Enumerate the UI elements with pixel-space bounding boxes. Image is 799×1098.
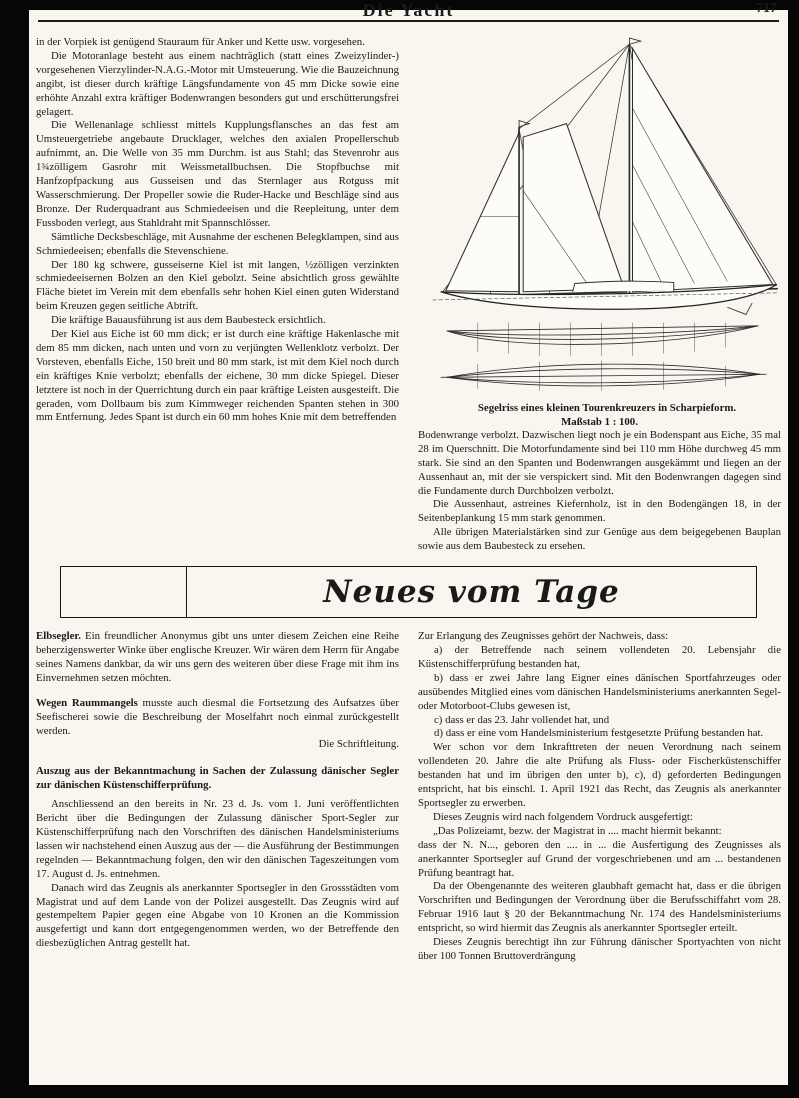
article-paragraph: Die Motoranlage besteht aus einem nachträglich (statt eines Zweizylinder-) vorgesehenen Vierzylinder-N.A.G.-Motor mit Umsteuerung. Wie die Bauzeichnung angibt, ist dieser durch kräftige Längsfundamente von 45 mm Dicke sowie eine erhöhte Anzahl extra kräftiger Bodenwrangen besonders gut und erschütterungsfrei gelagert.: [36, 49, 399, 118]
news-section: [36, 630, 781, 964]
article-paragraph: in der Vorpiek ist genügend Stauraum für Anker und Kette usw. vorgesehen.: [36, 36, 365, 48]
news-section-banner: [60, 566, 757, 618]
list-item: d) dass er eine vom Handelsministerium festgesetzte Prüfung bestanden hat.: [434, 727, 764, 740]
news-paragraph: Dieses Zeugnis berechtigt ihn zur Führung dänischer Sportyachten von nicht über 100 Tonnen Bruttoverdrängung: [418, 936, 781, 962]
article-paragraph: Alle übrigen Materialstärken sind zur Genüge aus dem beigegebenen Bauplan sowie aus dem Baubesteck zu ersehen.: [418, 526, 781, 553]
news-paragraph: Da der Obengenannte des weiteren glaubhaft gemacht hat, dass er die übrigen Vorschriften und Bedingungen der Verordnung über die Berufsschiffahrt vom 28. Februar 1916 laut § 20 der Bekanntmachung Nr. 174 des Handelsministeriums entspricht, so wird hiermit das Zeugnis als anerkannter Sportsegler erteilt.: [418, 880, 781, 935]
paragraph-lead: Wegen Raummangels: [36, 696, 143, 709]
figure-caption-line2: Maßstab 1 : 100.: [561, 415, 638, 428]
article-paragraph: Die Aussenhaut, astreines Kiefernholz, ist in den Bodengängen 18, in der Seitenbeplankung 15 mm stark genommen.: [418, 498, 781, 525]
news-paragraph: Zur Erlangung des Zeugnisses gehört der Nachweis, dass:: [418, 630, 669, 643]
article-right-text: [418, 429, 781, 554]
news-paragraph: Dieses Zeugnis wird nach folgendem Vordruck ausgefertigt:: [433, 810, 693, 823]
sailplan-figure: [418, 36, 781, 397]
article-paragraph: Der 180 kg schwere, gusseiserne Kiel ist mit langen, ½zölligen verzinkten schmiedeeisernen Bolzen an den Kiel gebolzt. Seine absichtlich gross gewählte Fläche bietet im Verein mit dem ebenfalls sehr hohen Kiel einen guten Widerstand beim Kreuzen gegen seitliche Abtrift.: [36, 258, 399, 313]
list-item: c) dass er das 23. Jahr vollendet hat, und: [434, 713, 610, 726]
paragraph-lead: Elbsegler.: [36, 630, 85, 643]
page-header: [38, 0, 779, 22]
news-section-title: Neues vom Tage: [323, 574, 620, 611]
news-paragraph: Anschliessend an den bereits in Nr. 23 d. Js. vom 1. Juni veröffentlichten Bericht über die Bedingungen der Zulassung dänischer Sport-Segler zur Küstenschifferprüfung nach den Vorschriften des dänischen Handelsministeriums lassen wir nachstehend einen Auszug aus der — die Ausführung der Bestimmungen regelnden — Bekanntmachung folgen, den wir den dänischen Tageszeitungen vom 17. August d. Js. entnehmen.: [36, 798, 399, 880]
banner-spacer-cell: [61, 567, 187, 617]
news-paragraph: dass der N. N..., geboren den .... in ... die Ausfertigung des Zeugnisses als anerkannter Sportsegler auf Grund der vorgeschriebenen und am ... bestandenen Prüfung beantragt hat.: [418, 838, 781, 879]
section-heading: Auszug aus der Bekanntmachung in Sachen der Zulassung dänischer Segler zur dänischen Küstenschifferprüfung.: [36, 765, 399, 792]
page-number: 717: [756, 1, 777, 16]
news-paragraph: Wer schon vor dem Inkrafttreten der neuen Verordnung nach seinem vollendeten 20. Jahre die alte Prüfung als Fluss- oder Fischerküstenschiffer bestanden hat und im übrigen den unter b), c), d) geforderten Bedingungen entspricht, hat bis einschl. 1. April 1921 das Recht, das Zeugnis als anerkannter Sportsegler zu erwerben.: [418, 741, 781, 809]
news-paragraph: „Das Polizeiamt, bezw. der Magistrat in .... macht hiermit bekannt:: [433, 824, 722, 837]
article-right-column: [418, 36, 781, 554]
article-section: [36, 36, 781, 554]
news-left-column: [36, 630, 399, 964]
list-item: a) der Betreffende nach seinem vollendeten 20. Lebensjahr die Küstenschifferprüfung bestanden hat,: [418, 644, 781, 670]
boat-sailplan-drawing: [418, 36, 781, 397]
news-right-column: [418, 630, 781, 964]
article-paragraph: Der Kiel aus Eiche ist 60 mm dick; er ist durch eine kräftige Hakenlasche mit dem 85 mm dicken, nach unten und vorn zu verjüngten Wellenklotz verbolzt. Der Vorsteven, ebenfalls Eiche, 150 breit und 80 mm stark, ist mit dem Kiel noch durch ein kräftiges Knie verbolzt; ebenfalls der eichene, 30 mm dicke Spiegel. Dieser letztere ist noch in der Querrichtung durch ein paar kräftige Leisten ausgesteift. Die geraden, vom Dollbaum bis zum Kimmweger reichenden Spanten stehen in 300 mm Entfernung. Jedes Spant ist durch ein 60 mm hohes Knie mit dem betreffenden: [36, 328, 399, 424]
article-paragraph: Die Wellenanlage schliesst mittels Kupplungsflansches an das fest am Umsteuergetriebe angebaute Drucklager, welches den axialen Propellerschub aufnimmt, an. Die Welle von 35 mm Durchm. ist aus Stahl; das Stevenrohr aus 1¾zölligem Gasrohr mit Weissmetallbuchsen. Die Stopfbuchse mit Hanfzopfpackung aus Gusseisen und das Sternlager aus Rotguss mit Wasserschmierung. Der Propeller sowie die Ruder-Hacke und Beschläge sind aus Bronze. Der Ruderquadrant aus Schmiedeeisen und die Reepleitung, unter dem Fussboden verlegt, aus Stahldraht mit Spannschlösser.: [36, 119, 399, 229]
figure-caption: [418, 401, 781, 429]
article-paragraph: Die kräftige Bauausführung ist aus dem Baubesteck ersichtlich.: [51, 314, 326, 327]
news-note: Wegen Raummangels musste auch diesmal die Fortsetzung des Aufsatzes über Seefischerei sowie die Beschreibung der Moselfahrt noch einmal zurückgestellt werden.: [36, 696, 399, 737]
list-item: b) dass er zwei Jahre lang Eigner eines dänischen Sportfahrzeuges oder ausübendes Mitglied eines vom dänischen Handelsministeriums anerkannten Segel- oder Motorboot-Clubs gewesen ist,: [418, 671, 781, 712]
figure-caption-line1: Segelriss eines kleinen Tourenkreuzers in Scharpieform.: [477, 401, 737, 414]
article-left-column: [36, 36, 399, 554]
signature: Die Schriftleitung.: [318, 738, 399, 751]
article-paragraph: Bodenwrange verbolzt. Dazwischen liegt noch je ein Bodenspant aus Eiche, 35 mal 28 im Querschnitt. Die Motorfundamente sind bei 110 mm Höhe durchweg 45 mm stark. Sie sind an den Spanten und Bodenwrangen ausgekämmt und liegen an der Aussenhaut an, mit der sie verspickert sind. Mit den Bodenwrangen dagegen sind die Fundamente durch Durchbolzen verbolzt.: [418, 428, 781, 497]
page-sheet: [29, 0, 788, 1085]
article-paragraph: Sämtliche Decksbeschläge, mit Ausnahme der eschenen Belegklampen, sind aus Schmiedeeisen; ebenfalls die Stevenschiene.: [36, 230, 399, 257]
news-paragraph: Danach wird das Zeugnis als anerkannter Sportsegler in den Grossstädten vom Magistrat und auf dem Lande von der Polizei ausgestellt. Das Zeugnis wird auf gestempeltem Papier gegen eine Abgabe von 10 Kronen an die Kommission ausgefertigt und kann dort entgegengenommen werden, wo der Betreffende den diesbezüglichen Antrag gestellt hat.: [36, 881, 399, 950]
magazine-title: Die Yacht: [362, 0, 455, 20]
news-note: Elbsegler. Ein freundlicher Anonymus gibt uns unter diesem Zeichen eine Reihe beherzigenswerter Winke über englische Kreuzer. Wir wären dem Herrn für Angabe seines Namens dankbar, da wir uns gern des weiteren über diese Frage mit ihm ins Einvernehmen setzen möchten.: [36, 630, 399, 684]
